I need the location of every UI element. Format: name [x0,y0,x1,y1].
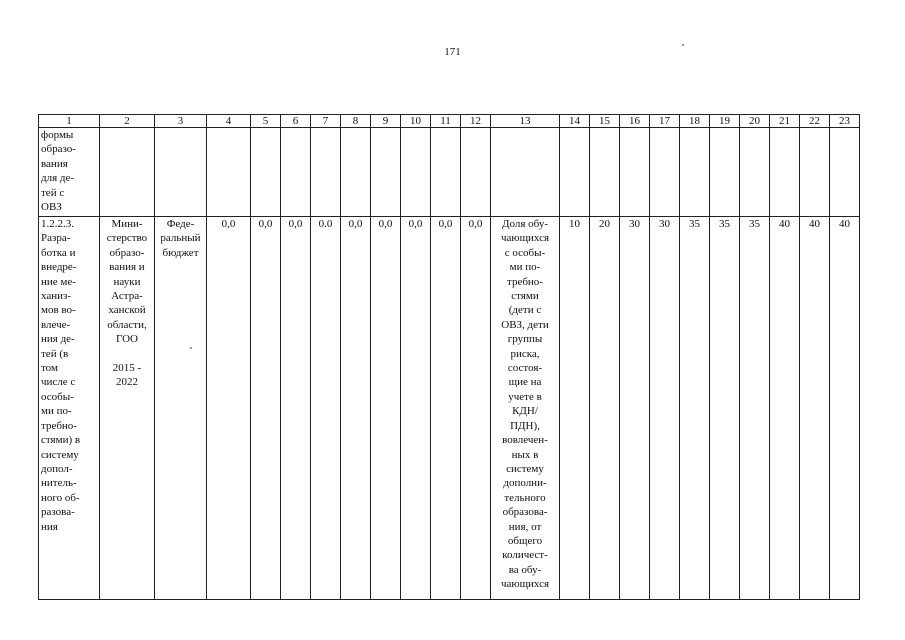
cell-empty [401,128,431,217]
cell-finance-value: 0,0 [461,217,491,600]
cell-measure-continuation: формы образо- вания для де- тей с ОВЗ [39,128,100,217]
cell-empty [650,128,680,217]
column-header: 9 [371,115,401,128]
column-header: 10 [401,115,431,128]
cell-finance-value: 0,0 [431,217,461,600]
executor-years: 2015 - 2022 [112,361,142,389]
cell-target-value: 40 [830,217,860,600]
cell-empty [491,128,560,217]
table-row-main [39,217,860,600]
cell-empty [100,128,155,217]
cell-empty [207,128,251,217]
column-header: 21 [770,115,800,128]
cell-empty [620,128,650,217]
cell-empty [590,128,620,217]
column-header: 22 [800,115,830,128]
cell-target-value: 10 [560,217,590,600]
column-header: 15 [590,115,620,128]
column-header: 7 [311,115,341,128]
cell-empty [800,128,830,217]
cell-empty [740,128,770,217]
cell-target-value: 35 [680,217,710,600]
cell-funding-source: Феде- ральный бюджет [155,217,207,600]
cell-empty [461,128,491,217]
scan-speck [190,347,192,349]
header-row [39,115,860,128]
column-header: 1 [39,115,100,128]
cell-empty [710,128,740,217]
cell-empty [281,128,311,217]
cell-empty [830,128,860,217]
cell-empty [311,128,341,217]
cell-empty [431,128,461,217]
cell-finance-value: 0,0 [371,217,401,600]
cell-empty [560,128,590,217]
column-header: 17 [650,115,680,128]
cell-empty [155,128,207,217]
cell-executor [100,217,155,600]
column-header: 6 [281,115,311,128]
column-header: 4 [207,115,251,128]
cell-empty [770,128,800,217]
program-table [38,114,860,600]
column-header: 13 [491,115,560,128]
column-header: 16 [620,115,650,128]
column-header: 2 [100,115,155,128]
cell-target-value: 35 [740,217,770,600]
cell-target-value: 35 [710,217,740,600]
cell-finance-value: 0,0 [341,217,371,600]
cell-indicator: Доля обу- чающихся с особы- ми по- требно- стями (дети с ОВЗ, дети группы риска, состоя- щие на учете в КДН/ ПДН), вовлечен- ных в систему дополни- тельного образова- ния, от общего количест- ва обу- чающихся [491,217,560,600]
column-header: 19 [710,115,740,128]
column-header: 5 [251,115,281,128]
cell-measure: 1.2.2.3. Разра- ботка и внедре- ние ме- ханиз- мов во- влече- ния де- тей (в том числе с особы- ми по- требно- стями) в систему допол- нитель- ного об- разова- ния [39,217,100,600]
cell-finance-value: 0,0 [281,217,311,600]
cell-finance-value: 0,0 [207,217,251,600]
spacer [102,347,152,361]
cell-target-value: 30 [650,217,680,600]
column-header: 23 [830,115,860,128]
column-header: 11 [431,115,461,128]
table-row-continuation [39,128,860,217]
cell-empty [251,128,281,217]
scan-speck [682,44,684,46]
cell-target-value: 30 [620,217,650,600]
column-header: 8 [341,115,371,128]
cell-empty [371,128,401,217]
column-header: 3 [155,115,207,128]
column-header: 20 [740,115,770,128]
cell-target-value: 40 [800,217,830,600]
cell-empty [341,128,371,217]
column-header: 12 [461,115,491,128]
cell-target-value: 40 [770,217,800,600]
executor-org: Мини- стерство образо- вания и науки Астра- ханской области, ГОО [106,218,148,346]
cell-finance-value: 0.0 [311,217,341,600]
column-header: 14 [560,115,590,128]
cell-finance-value: 0,0 [401,217,431,600]
page-number: 171 [444,46,461,58]
column-header: 18 [680,115,710,128]
cell-empty [680,128,710,217]
cell-target-value: 20 [590,217,620,600]
cell-finance-value: 0,0 [251,217,281,600]
